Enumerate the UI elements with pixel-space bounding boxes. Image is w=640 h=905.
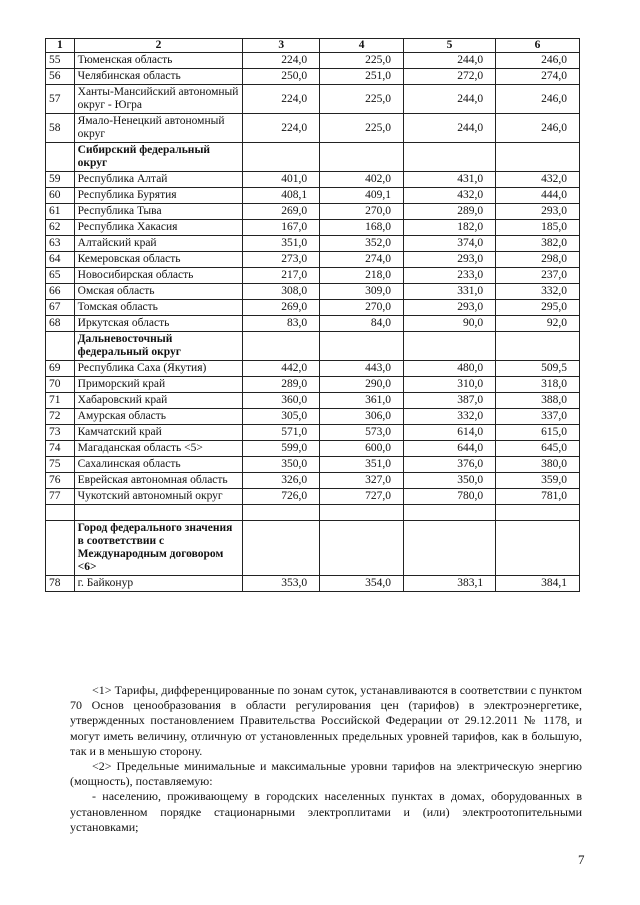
tariff-value: 408,1 [243,188,320,204]
tariff-value: 293,0 [404,252,496,268]
tariff-value: 246,0 [496,85,580,114]
tariff-value: 614,0 [404,425,496,441]
row-number: 72 [46,409,75,425]
empty-cell [320,505,404,521]
row-number: 55 [46,53,75,69]
region-name: Алтайский край [74,236,243,252]
row-number: 61 [46,204,75,220]
region-name: Республика Хакасия [74,220,243,236]
row-number: 57 [46,85,75,114]
tariff-value: 600,0 [320,441,404,457]
tariff-value [320,143,404,172]
row-number: 75 [46,457,75,473]
column-number-row [46,39,580,53]
region-name: Сахалинская область [74,457,243,473]
tariff-value: 645,0 [496,441,580,457]
tariff-value [320,332,404,361]
row-number: 56 [46,69,75,85]
tariff-value: 293,0 [496,204,580,220]
tariff-value: 354,0 [320,576,404,592]
table-row [46,300,580,316]
tariff-value: 167,0 [243,220,320,236]
column-number: 5 [404,39,496,53]
empty-cell [404,505,496,521]
tariff-value: 615,0 [496,425,580,441]
tariff-value: 480,0 [404,361,496,377]
tariff-value: 376,0 [404,457,496,473]
tariff-value [243,521,320,576]
row-number [46,521,75,576]
tariff-value: 246,0 [496,114,580,143]
tariff-value: 310,0 [404,377,496,393]
tariff-value: 374,0 [404,236,496,252]
row-number: 70 [46,377,75,393]
tariff-value: 246,0 [496,53,580,69]
row-number: 68 [46,316,75,332]
row-number: 77 [46,489,75,505]
tariff-value: 573,0 [320,425,404,441]
table-row [46,220,580,236]
tariff-value: 326,0 [243,473,320,489]
row-number: 63 [46,236,75,252]
table-row [46,361,580,377]
tariff-value: 244,0 [404,114,496,143]
table-row [46,204,580,220]
tariff-value [404,143,496,172]
empty-cell [74,505,243,521]
tariff-value: 224,0 [243,114,320,143]
tariff-table [45,38,580,592]
tariff-value: 432,0 [404,188,496,204]
column-number: 6 [496,39,580,53]
tariff-value: 270,0 [320,300,404,316]
tariff-value: 350,0 [404,473,496,489]
tariff-value: 431,0 [404,172,496,188]
region-name: Иркутская область [74,316,243,332]
region-name: Новосибирская область [74,268,243,284]
tariff-value: 224,0 [243,85,320,114]
row-number [46,332,75,361]
tariff-value: 726,0 [243,489,320,505]
region-name: Еврейская автономная область [74,473,243,489]
row-number: 71 [46,393,75,409]
footnote-2-item: - населению, проживающему в городских населенных пунктах в домах, оборудованных в установленном порядке стационарными электроплитами и (или) электроотопительными установками; [70,789,582,834]
table-row [46,425,580,441]
empty-cell [243,505,320,521]
blank-row [46,505,580,521]
tariff-value: 644,0 [404,441,496,457]
tariff-value [243,143,320,172]
row-number: 65 [46,268,75,284]
table-row [46,284,580,300]
region-name: Республика Бурятия [74,188,243,204]
row-number: 60 [46,188,75,204]
section-row [46,143,580,172]
column-number: 1 [46,39,75,53]
region-name: Челябинская область [74,69,243,85]
region-name: Кемеровская область [74,252,243,268]
table-row [46,473,580,489]
tariff-value: 332,0 [496,284,580,300]
tariff-value: 90,0 [404,316,496,332]
table-row [46,85,580,114]
section-row [46,521,580,576]
tariff-value: 225,0 [320,53,404,69]
tariff-value: 224,0 [243,53,320,69]
tariff-value: 727,0 [320,489,404,505]
tariff-value: 270,0 [320,204,404,220]
region-name: Приморский край [74,377,243,393]
row-number: 62 [46,220,75,236]
tariff-value: 83,0 [243,316,320,332]
tariff-value: 218,0 [320,268,404,284]
row-number: 64 [46,252,75,268]
tariff-value: 388,0 [496,393,580,409]
region-name: Магаданская область <5> [74,441,243,457]
section-title: Дальневосточный федеральный округ [74,332,243,361]
table-row [46,114,580,143]
tariff-value: 244,0 [404,53,496,69]
tariff-value: 225,0 [320,85,404,114]
region-name: Тюменская область [74,53,243,69]
tariff-value: 352,0 [320,236,404,252]
column-number: 4 [320,39,404,53]
tariff-value [496,521,580,576]
table-row [46,236,580,252]
tariff-value: 444,0 [496,188,580,204]
tariff-value: 290,0 [320,377,404,393]
tariff-value: 599,0 [243,441,320,457]
row-number: 59 [46,172,75,188]
tariff-value: 780,0 [404,489,496,505]
footnotes [70,683,582,835]
tariff-value: 318,0 [496,377,580,393]
tariff-value: 217,0 [243,268,320,284]
table-row [46,393,580,409]
tariff-value: 250,0 [243,69,320,85]
row-number: 67 [46,300,75,316]
tariff-value [243,332,320,361]
tariff-value: 295,0 [496,300,580,316]
row-number: 78 [46,576,75,592]
table-row [46,377,580,393]
tariff-value: 360,0 [243,393,320,409]
tariff-value: 168,0 [320,220,404,236]
tariff-value: 92,0 [496,316,580,332]
row-number: 73 [46,425,75,441]
tariff-value: 351,0 [243,236,320,252]
table-row [46,188,580,204]
tariff-value: 84,0 [320,316,404,332]
tariff-value: 274,0 [496,69,580,85]
tariff-value: 361,0 [320,393,404,409]
table-row [46,268,580,284]
tariff-value: 382,0 [496,236,580,252]
tariff-value: 442,0 [243,361,320,377]
tariff-value: 289,0 [404,204,496,220]
tariff-value: 432,0 [496,172,580,188]
row-number: 66 [46,284,75,300]
region-name: Ямало-Ненецкий автономный округ [74,114,243,143]
tariff-value: 383,1 [404,576,496,592]
section-title: Сибирский федеральный округ [74,143,243,172]
region-name: Республика Тыва [74,204,243,220]
column-number: 2 [74,39,243,53]
table-row [46,457,580,473]
table-row [46,409,580,425]
tariff-value: 289,0 [243,377,320,393]
table-row [46,576,580,592]
tariff-value: 251,0 [320,69,404,85]
tariff-value: 327,0 [320,473,404,489]
tariff-value: 571,0 [243,425,320,441]
region-name: Амурская область [74,409,243,425]
tariff-table-body [46,39,580,592]
region-name: Республика Саха (Якутия) [74,361,243,377]
row-number: 69 [46,361,75,377]
row-number [46,143,75,172]
table-row [46,489,580,505]
tariff-value: 409,1 [320,188,404,204]
section-row [46,332,580,361]
footnote-1: <1> Тарифы, дифференцированные по зонам суток, устанавливаются в соответствии с пунктом 70 Основ ценообразования в области регулирования цен (тарифов) в электроэнергетике, утвержденных постановлением Правительства Российской Федерации от 29.12.2011 № 1178, и могут иметь величину, отличную от установленных предельных уровней тарифов, как в большую, так и в меньшую сторону. [70,683,582,758]
tariff-value: 185,0 [496,220,580,236]
tariff-value: 298,0 [496,252,580,268]
region-name: Чукотский автономный округ [74,489,243,505]
section-title: Город федерального значения в соответствии с Международным договором <6> [74,521,243,576]
tariff-value: 353,0 [243,576,320,592]
tariff-value: 272,0 [404,69,496,85]
table-row [46,252,580,268]
tariff-value: 443,0 [320,361,404,377]
footnote-2: <2> Предельные минимальные и максимальные уровни тарифов на электрическую энергию (мощность), поставляемую: [70,759,582,789]
tariff-value: 269,0 [243,300,320,316]
region-name: Республика Алтай [74,172,243,188]
empty-cell [496,505,580,521]
tariff-value: 509,5 [496,361,580,377]
tariff-value [496,143,580,172]
region-name: Ханты-Мансийский автономный округ - Югра [74,85,243,114]
tariff-value: 380,0 [496,457,580,473]
row-number: 76 [46,473,75,489]
tariff-value [320,521,404,576]
tariff-value: 337,0 [496,409,580,425]
tariff-value [404,521,496,576]
table-row [46,172,580,188]
tariff-value [496,332,580,361]
tariff-value: 331,0 [404,284,496,300]
tariff-value: 306,0 [320,409,404,425]
region-name: Томская область [74,300,243,316]
empty-cell [46,505,75,521]
tariff-value: 384,1 [496,576,580,592]
row-number: 74 [46,441,75,457]
table-row [46,441,580,457]
tariff-value: 308,0 [243,284,320,300]
tariff-value: 401,0 [243,172,320,188]
tariff-value: 269,0 [243,204,320,220]
tariff-value: 351,0 [320,457,404,473]
page-number: 7 [578,852,585,867]
tariff-value: 233,0 [404,268,496,284]
region-name: Омская область [74,284,243,300]
tariff-value: 273,0 [243,252,320,268]
tariff-value: 332,0 [404,409,496,425]
tariff-value: 293,0 [404,300,496,316]
region-name: г. Байконур [74,576,243,592]
tariff-value: 305,0 [243,409,320,425]
column-number: 3 [243,39,320,53]
tariff-value: 244,0 [404,85,496,114]
tariff-value: 274,0 [320,252,404,268]
tariff-value: 387,0 [404,393,496,409]
tariff-value: 225,0 [320,114,404,143]
tariff-value: 402,0 [320,172,404,188]
table-row [46,316,580,332]
tariff-value: 359,0 [496,473,580,489]
tariff-value [404,332,496,361]
row-number: 58 [46,114,75,143]
region-name: Хабаровский край [74,393,243,409]
tariff-value: 350,0 [243,457,320,473]
table-row [46,69,580,85]
table-row [46,53,580,69]
tariff-value: 309,0 [320,284,404,300]
tariff-value: 237,0 [496,268,580,284]
tariff-value: 781,0 [496,489,580,505]
region-name: Камчатский край [74,425,243,441]
tariff-value: 182,0 [404,220,496,236]
